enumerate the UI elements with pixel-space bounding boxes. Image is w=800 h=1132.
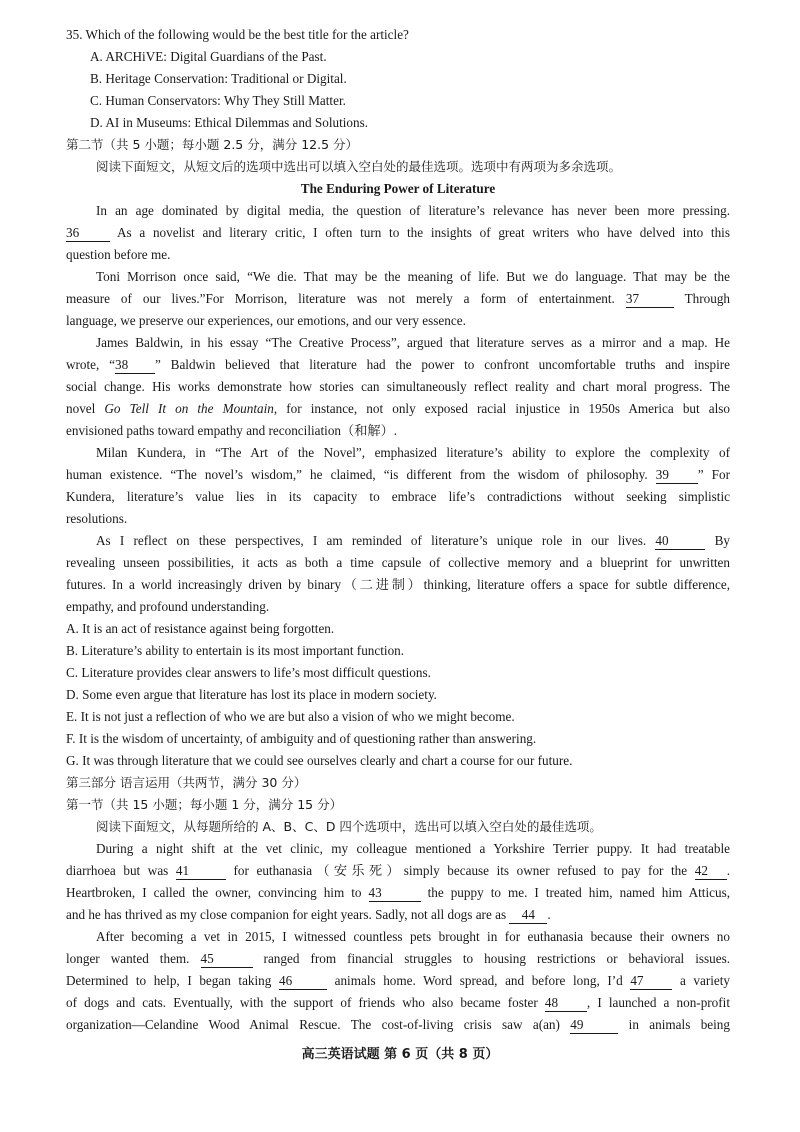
blank-45[interactable]: 45 <box>201 951 253 968</box>
section-2-option-c: C. Literature provides clear answers to life’s most difficult questions. <box>66 665 431 680</box>
blank-41[interactable]: 41 <box>176 863 226 880</box>
p3-line-4: novel Go Tell It on the Mountain, for instance, not only exposed racial injustice in 1950s America but also <box>66 401 731 416</box>
p2-line-1: Toni Morrison once said, “We die. That may be the meaning of life. But we do language. That may be the <box>96 269 730 284</box>
cloze-p2-line-1: After becoming a vet in 2015, I witnessed countless pets brought in for euthanasia because their owners no <box>96 929 730 944</box>
section-2-option-b: B. Literature’s ability to entertain is its most important function. <box>66 643 405 658</box>
blank-48[interactable]: 48 <box>545 995 587 1012</box>
p2-line-2: measure of our lives.”For Morrison, literature was not merely a form of entertainment. 37 Through <box>66 291 731 306</box>
cloze-p2-line-3: Determined to help, I began taking 46 animals home. Word spread, and before long, I’d 47 a variety <box>66 973 731 988</box>
p1-line-1: In an age dominated by digital media, the question of literature’s relevance has never been more pressing. <box>96 203 730 218</box>
section-2-option-f: F. It is the wisdom of uncertainty, of ambiguity and of questioning rather than answering. <box>66 731 537 746</box>
blank-39[interactable]: 39 <box>656 467 698 484</box>
p5-line-3: futures. In a world increasingly driven by binary（二进制）thinking, literature offers a space for subtle difference, <box>66 577 730 592</box>
p4-line-4: resolutions. <box>66 511 128 526</box>
section-2-option-d: D. Some even argue that literature has lost its place in modern society. <box>66 687 437 702</box>
novel-title: Go Tell It on the Mountain <box>104 401 274 416</box>
blank-36[interactable]: 36 <box>66 225 110 242</box>
section-2-option-g: G. It was through literature that we could see ourselves clearly and chart a course for our future. <box>66 753 573 768</box>
blank-43[interactable]: 43 <box>369 885 421 902</box>
cloze-p1-line-1: During a night shift at the vet clinic, my colleague mentioned a Yorkshire Terrier puppy. It had treatable <box>96 841 730 856</box>
part-3-section-1-heading: 第一节（共 15 小题；每小题 1 分，满分 15 分） <box>66 797 343 812</box>
blank-40[interactable]: 40 <box>655 533 705 550</box>
blank-38[interactable]: 38 <box>115 357 155 374</box>
p3-line-5: envisioned paths toward empathy and reconciliation（和解）. <box>66 423 398 438</box>
q35-option-d: D. AI in Museums: Ethical Dilemmas and Solutions. <box>90 115 369 130</box>
p2-line-3: language, we preserve our experiences, our emotions, and our very essence. <box>66 313 466 328</box>
p5-line-2: revealing unseen possibilities, it acts as both a time capsule of collective memory and a blueprint for unwritten <box>66 555 730 570</box>
cloze-p1-line-2: diarrhoea but was 41 for euthanasia（安乐死）simply because its owner refused to pay for the 42 . <box>66 863 731 878</box>
cloze-p1-line-4: and he has thrived as my close companion for eight years. Sadly, not all dogs are as 44 . <box>66 907 551 922</box>
p4-line-1: Milan Kundera, in “The Art of the Novel”, emphasized literature’s ability to explore the complexity of <box>96 445 730 460</box>
page-footer: 高三英语试题 第 6 页（共 8 页） <box>301 1047 499 1062</box>
cloze-p2-line-4: of dogs and cats. Eventually, with the support of friends who also became foster 48 , I launched a non-profit <box>66 995 730 1010</box>
p5-line-1: As I reflect on these perspectives, I am reminded of literature’s unique role in our lives. 40 By <box>96 533 731 548</box>
part-3-heading: 第三部分 语言运用（共两节，满分 30 分） <box>66 775 307 790</box>
section-2-option-e: E. It is not just a reflection of who we are but also a vision of who we might become. <box>66 709 515 724</box>
blank-37[interactable]: 37 <box>626 291 674 308</box>
section-2-option-a: A. It is an act of resistance against being forgotten. <box>66 621 335 636</box>
part-3-instruction: 阅读下面短文，从每题所给的 A、B、C、D 四个选项中，选出可以填入空白处的最佳选项。 <box>96 819 602 834</box>
p4-line-2: human existence. “The novel’s wisdom,” he claimed, “is different from the wisdom of philosophy. 39 ” For <box>66 467 730 482</box>
cloze-p1-line-3: Heartbroken, I called the owner, convincing him to 43 the puppy to me. I treated him, named him Atticus, <box>66 885 730 900</box>
question-35: 35. Which of the following would be the best title for the article? <box>66 27 409 42</box>
blank-42[interactable]: 42 <box>695 863 727 880</box>
cloze-p2-line-2: longer wanted them. 45 ranged from financial struggles to housing restrictions or behavioral issues. <box>66 951 731 966</box>
q35-option-c: C. Human Conservators: Why They Still Matter. <box>90 93 346 108</box>
section-2-instruction: 阅读下面短文，从短文后的选项中选出可以填入空白处的最佳选项。选项中有两项为多余选项。 <box>96 159 622 174</box>
p1-line-3: question before me. <box>66 247 171 262</box>
cloze-p2-line-5: organization—Celandine Wood Animal Rescue. The cost-of-living crisis saw a(an) 49 in animals being <box>66 1017 730 1032</box>
blank-44[interactable]: 44 <box>509 907 547 924</box>
blank-47[interactable]: 47 <box>630 973 672 990</box>
p3-line-2: wrote, “38 ” Baldwin believed that literature had the power to confront uncomfortable truths and inspire <box>66 357 730 372</box>
section-2-heading: 第二节（共 5 小题；每小题 2.5 分，满分 12.5 分） <box>66 137 359 152</box>
p3-line-3: social change. His works demonstrate how stories can simultaneously reflect reality and chart moral progress. The <box>66 379 730 394</box>
blank-46[interactable]: 46 <box>279 973 327 990</box>
p5-line-4: empathy, and profound understanding. <box>66 599 270 614</box>
p1-line-2: 36 As a novelist and literary critic, I often turn to the insights of great writers who have delved into this <box>66 225 730 240</box>
exam-page <box>66 24 730 1036</box>
q35-option-a: A. ARCHiVE: Digital Guardians of the Past. <box>90 49 327 64</box>
q35-option-b: B. Heritage Conservation: Traditional or Digital. <box>90 71 347 86</box>
blank-49[interactable]: 49 <box>570 1017 618 1034</box>
p4-line-3: Kundera, literature’s value lies in its capacity to embrace life’s contradictions without seeking simplistic <box>66 489 730 504</box>
article-title: The Enduring Power of Literature <box>300 181 496 196</box>
p3-line-1: James Baldwin, in his essay “The Creative Process”, argued that literature serves as a mirror and a map. He <box>96 335 730 350</box>
